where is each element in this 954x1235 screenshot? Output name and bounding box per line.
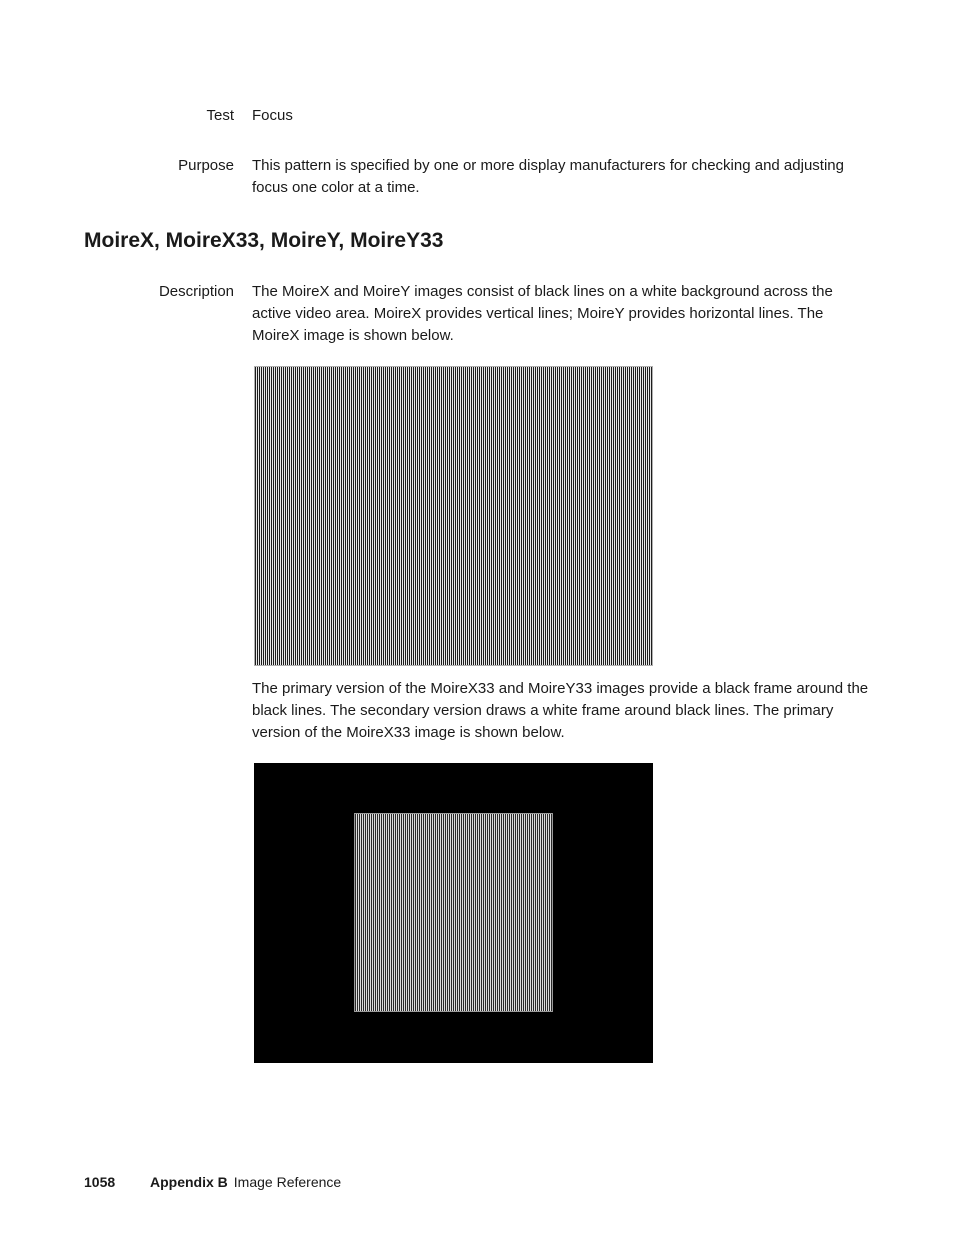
moirex33-image [254, 763, 653, 1063]
footer-appendix: Appendix B [150, 1174, 228, 1190]
primary-version-text: The primary version of the MoireX33 and MoireY33 images provide a black frame around the black lines. The secondary version draws a white frame around black lines. The primary version of the MoireX33 image is shown below. [252, 680, 869, 741]
test-label: Test [206, 107, 234, 124]
section-heading: MoireX, MoireX33, MoireY, MoireY33 [84, 229, 444, 252]
page-footer [84, 1173, 341, 1191]
moirex-image [254, 366, 653, 666]
footer-title: Image Reference [233, 1174, 342, 1190]
purpose-label: Purpose [178, 157, 234, 174]
description-label: Description [158, 283, 234, 300]
test-value: Focus [252, 107, 293, 124]
purpose-value: This pattern is specified by one or more display manufacturers for checking and adjusting focus one color at a time. [252, 157, 844, 196]
description-text: The MoireX and MoireY images consist of black lines on a white background across the active video area. MoireX provides vertical lines; MoireY provides horizontal lines. The MoireX image is shown below. [252, 283, 833, 344]
moirex33-line-pattern [354, 813, 553, 1012]
page-number: 1058 [84, 1174, 116, 1190]
